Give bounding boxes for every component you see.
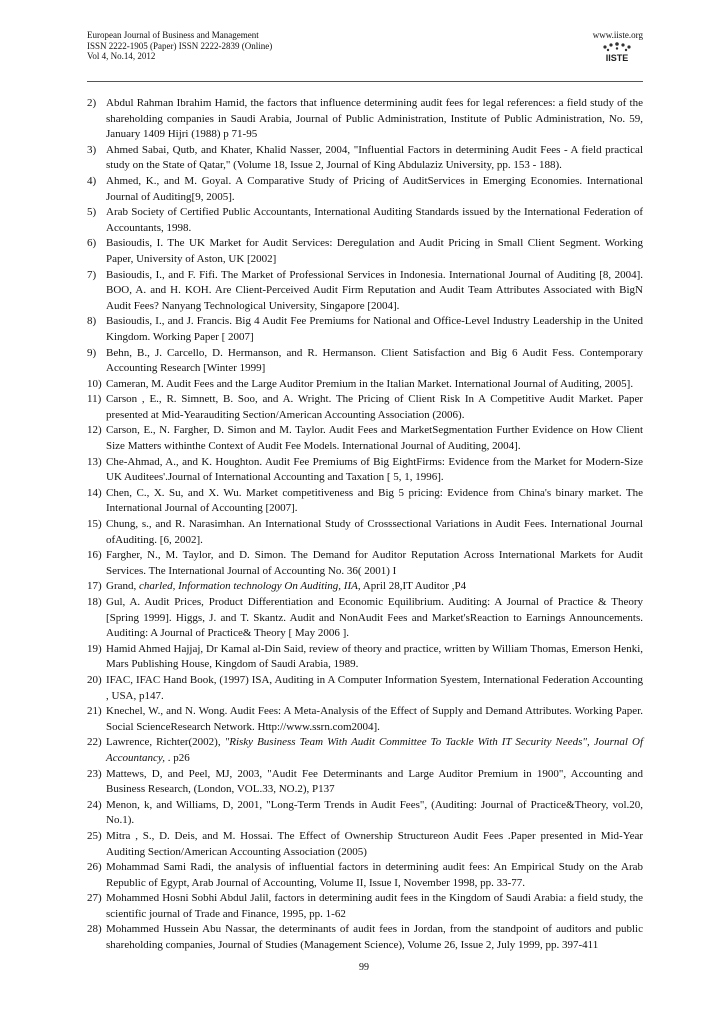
reference-number: 10) [87, 377, 102, 390]
reference-item [87, 642, 643, 673]
reference-number: 12) [87, 424, 102, 437]
reference-text: April 28,IT Auditor ,P4 [360, 580, 467, 593]
reference-text: Mattews, D, and Peel, MJ, 2003, "Audit Fee Determinants and Large Auditor Premium in 1900", Accounting and Business Research, (London, VOL.33, NO.2), P137 [106, 767, 643, 796]
reference-item [87, 891, 643, 922]
reference-item [87, 236, 643, 267]
reference-text: Fargher, N., M. Taylor, and D. Simon. The Demand for Auditor Reputation Across International Markets for Audit Services. The International Journal of Accounting No. 36( 2001) I [106, 549, 643, 577]
reference-item [87, 704, 643, 735]
reference-item [87, 548, 643, 579]
reference-text: Che-Ahmad, A., and K. Houghton. Audit Fee Premiums of Big EightFirms: Evidence from the Market for Modern-Size UK Auditees'.Journal of International Accounting and Taxation [ 5, 1, 1996]. [106, 455, 643, 484]
reference-text: Lawrence, Richter(2002), [106, 736, 225, 749]
logo-text: IISTE [605, 53, 629, 63]
reference-item [87, 860, 643, 891]
reference-item [87, 268, 643, 315]
reference-text: Basioudis, I. The UK Market for Audit Services: Deregulation and Audit Pricing in Small Client Segment. Working Paper, University of Aston, UK [2002] [106, 237, 643, 265]
reference-item [87, 377, 643, 393]
reference-number: 14) [87, 486, 102, 499]
reference-item [87, 829, 643, 860]
reference-item [87, 423, 643, 454]
reference-item [87, 486, 643, 517]
reference-text: Mohammed Hussein Abu Nassar, the determinants of audit fees in Jordan, from the standpoint of auditors and public shareholding companies, Journal of Studies (Management Science), Volume 26, Issue 2, July 1999, pp. 397-411 [106, 923, 643, 952]
page-number: 99 [359, 962, 369, 973]
reference-item [87, 579, 643, 595]
reference-number: 16) [87, 549, 102, 562]
reference-item [87, 673, 643, 704]
reference-number: 27) [87, 892, 102, 905]
reference-number: 22) [87, 736, 102, 749]
reference-text: Carson , E., R. Simnett, B. Soo, and A. Wright. The Pricing of Client Risk In A Competitive Audit Market. Paper presented at Mid-Yearauditing Section/American Accounting Association (2006). [106, 393, 643, 421]
reference-text: Mohammed Hosni Sobhi Abdul Jalil, factors in determining audit fees in the Kingdom of Saudi Arabia: a field study, the scientific journal of Trade and Finance, 1995, pp. 1-62 [106, 892, 643, 920]
reference-number: 5) [87, 206, 97, 219]
reference-text: IFAC, IFAC Hand Book, (1997) ISA, Auditing in A Computer Information Syestem, International Federation Accounting , USA, p147. [106, 673, 643, 702]
reference-number: 11) [87, 393, 102, 406]
reference-text: Arab Society of Certified Public Accountants, International Auditing Standards issued by the International Federation of Accountants, 1998. [106, 206, 643, 234]
reference-item [87, 767, 643, 798]
reference-item [87, 922, 643, 953]
reference-item [87, 798, 643, 829]
reference-item [87, 174, 643, 205]
reference-item [87, 143, 643, 174]
reference-text: Ahmed Sabai, Qutb, and Khater, Khalid Nasser, 2004, "Influential Factors in determining Audit Fees - A field practical study on the State of Qatar," (Volume 18, Issue 2, Journal of King Abdulaziz University, pp. 153 - 188). [106, 143, 643, 172]
reference-item [87, 392, 643, 423]
page-header [87, 30, 643, 84]
reference-item [87, 205, 643, 236]
reference-number: 25) [87, 829, 102, 842]
reference-number: 9) [87, 346, 97, 359]
reference-number: 26) [87, 861, 102, 874]
reference-text: Cameran, M. Audit Fees and the Large Auditor Premium in the Italian Market. International Journal of Auditing, 2005]. [106, 377, 634, 390]
reference-number: 2) [87, 97, 97, 109]
reference-number: 3) [87, 143, 97, 156]
header-rule [87, 81, 643, 82]
reference-number: 13) [87, 455, 102, 468]
reference-italic-text: "Risky Business Team With Audit Committee To Tackle With IT Security Needs", Journal Of Accountancy, [106, 736, 644, 764]
volume-line: Vol 4, No.14, 2012 [87, 51, 156, 61]
reference-text: Gul, A. Audit Prices, Product Differentiation and Economic Equilibrium. Auditing: A Journal of Practice & Theory [Spring 1999]. Higgs, J. and T. Skantz. Audit and NonAudit Fees and Market'sReaction to Earnings Announcements. Auditing: A Journal of Practice& Theory [ May 2006 ]. [106, 596, 643, 640]
reference-number: 24) [87, 798, 102, 811]
reference-text: Mitra , S., D. Deis, and M. Hossai. The Effect of Ownership Structureon Audit Fees .Paper presented in Mid-Year Auditing Section/American Accounting Association (2005) [106, 829, 643, 858]
reference-item [87, 517, 643, 548]
reference-italic-text: charled, Information technology On Auditing, IIA, [139, 580, 361, 593]
reference-text: Carson, E., N. Fargher, D. Simon and M. Taylor. Audit Fees and MarketSegmentation Further Evidence on How Client Size Matters withinthe Context of Audit Fee Models. International Journal of Auditing, 2004]. [106, 424, 643, 453]
reference-number: 19) [87, 642, 102, 655]
iiste-logo-icon [597, 41, 637, 63]
issn-line: ISSN 2222-1905 (Paper) ISSN 2222-2839 (Online) [87, 40, 273, 51]
reference-text: Basioudis, I., and F. Fifi. The Market of Professional Services in Indonesia. International Journal of Auditing [8, 2004]. BOO, A. and H. KOH. Are Client-Perceived Audit Firm Reputation and Audit Team Attributes Associated with BigN Audit Fees? Nanyang Technological University, Singapore [2004]. [106, 268, 643, 312]
reference-text: Hamid Ahmed Hajjaj, Dr Kamal al-Din Said, review of theory and practice, written by William Thomas, Emerson Henki, Mars Publishing House, Kingdom of Saudi Arabia, 1989. [106, 642, 643, 671]
reference-number: 15) [87, 518, 102, 531]
reference-list [87, 96, 643, 954]
reference-text: Abdul Rahman Ibrahim Hamid, the factors that influence determining audit fees for legal references: a field study of the shareholding companies in Saudi Arabia, Journal of Public Administration, Institute of Public Administration, No. 59, January 1409 Hijri (1988) p 71-95 [106, 97, 643, 141]
reference-text: Chen, C., X. Su, and X. Wu. Market competitiveness and Big 5 pricing: Evidence from China's binary market. The International Journal of Accounting [2007]. [106, 486, 643, 515]
reference-item [87, 346, 643, 377]
journal-url: www.iiste.org [592, 30, 643, 40]
reference-text: Chung, s., and R. Narasimhan. An International Study of Crosssectional Variations in Audit Fees. International Journal ofAuditing. [6, 2002]. [106, 518, 643, 546]
reference-number: 6) [87, 237, 97, 250]
reference-number: 21) [87, 705, 102, 718]
reference-text: Behn, B., J. Carcello, D. Hermanson, and R. Hermanson. Client Satisfaction and Big 6 Audit Fess. Contemporary Accounting Research [Winter 1999] [106, 346, 643, 375]
reference-number: 4) [87, 174, 97, 187]
reference-text: Knechel, W., and N. Wong. Audit Fees: A Meta-Analysis of the Effect of Supply and Demand Attributes. Working Paper. Social ScienceResearch Network. Http://www.ssrn.com2004]. [106, 705, 643, 733]
reference-number: 18) [87, 596, 102, 608]
reference-text: Mohammad Sami Radi, the analysis of influential factors in determining audit fees: An Empirical Study on the Arab Republic of Egypt, Arab Journal of Accounting, Volume II, Issue I, November 1998, pp. 33-77. [106, 861, 643, 889]
reference-text: . p26 [164, 751, 190, 764]
reference-item [87, 96, 643, 143]
reference-text: Ahmed, K., and M. Goyal. A Comparative Study of Pricing of AuditServices in Emerging Economies. International Journal of Auditing[9, 2005]. [106, 174, 643, 203]
reference-number: 20) [87, 673, 102, 686]
reference-number: 23) [87, 767, 102, 780]
reference-item [87, 314, 643, 345]
reference-number: 8) [87, 315, 97, 328]
journal-name: European Journal of Business and Management [87, 30, 259, 40]
reference-number: 28) [87, 923, 102, 936]
reference-item [87, 595, 643, 642]
reference-text: Menon, k, and Williams, D, 2001, "Long-Term Trends in Audit Fees", (Auditing: Journal of Practice&Theory, vol.20, No.1). [106, 798, 643, 827]
reference-text: Grand, [106, 580, 139, 593]
reference-item [87, 735, 643, 766]
reference-number: 7) [87, 268, 97, 281]
reference-item [87, 455, 643, 486]
reference-number: 17) [87, 580, 102, 593]
reference-text: Basioudis, I., and J. Francis. Big 4 Audit Fee Premiums for National and Office-Level Industry Leadership in the United Kingdom. Working Paper [ 2007] [106, 315, 643, 343]
